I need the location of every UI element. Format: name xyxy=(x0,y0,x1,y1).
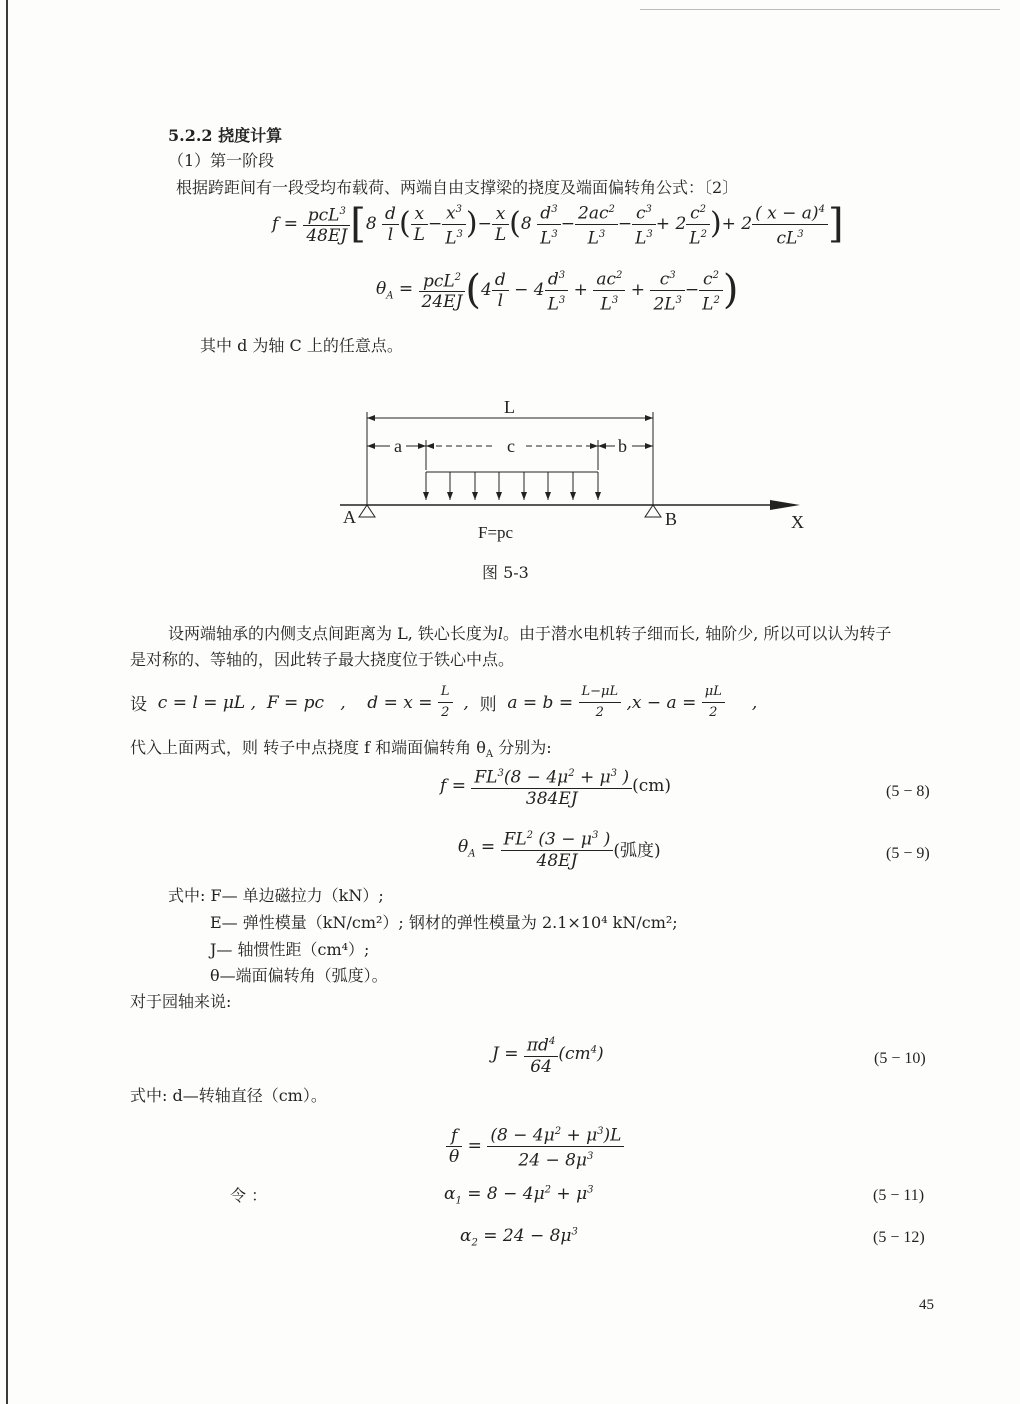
note-d: 其中 d 为轴 C 上的任意点。 xyxy=(200,336,403,355)
formula-deflection-general: f = $\frac{pcL^3}{48EJ}$ [ 8 $\frac{d}{l}$ ( $\frac{x}{L}$ − $\frac{x^3}{L^3}$ ) − $\frac{x}{L}$ ( 8 $\frac{d^3}{L^3}$ − $\frac{2ac^2}{L^3}$ − $\frac{c^3}{L^3}$ + 2 $\frac{c^2}{L^2}$ ) + 2 $\frac{( x - a)^4}{cL^3}$ ] xyxy=(272,201,844,249)
round-shaft-text: 对于园轴来说: xyxy=(130,992,232,1011)
substitute-end: 分别为: xyxy=(498,738,552,757)
section-title: 5.2.2 挠度计算 xyxy=(168,126,283,145)
label-L: L xyxy=(504,397,515,417)
substitute-line xyxy=(130,738,552,765)
para-text-b: 。由于潜水电机转子细而长, 轴阶少, 所以可以认为转子 xyxy=(503,624,892,643)
label-c: c xyxy=(507,436,515,456)
formula-5-11: $\alpha_1 = 8 - 4\mu^2 + \mu^3$ xyxy=(444,1184,594,1207)
formula-angle-general: $\theta_A$ = $\frac{pcL^2}{24EJ}$ ( 4 $\frac{d}{l}$ − 4 $\frac{d^3}{L^3}$ + $\frac{ac^2}{L^3}$ + $\frac{c^3}{2L^3}$ − $\frac{c^2}{L^2}$ ) xyxy=(376,267,739,315)
eq-number-5-9: (5 − 9) xyxy=(886,845,930,862)
beam-diagram xyxy=(330,390,810,550)
figure-caption: 图 5-3 xyxy=(482,563,529,582)
para-text-a: 设两端轴承的内侧支点间距离为 L, 铁心长度为 xyxy=(168,624,498,643)
label-A: A xyxy=(343,507,356,527)
formula-5-9: $\theta_A$ = $\frac{FL^2 (3 - \mu^3 )}{48EJ}$ (弧度) xyxy=(458,826,661,871)
then-label: 则 xyxy=(479,695,497,715)
label-a: a xyxy=(394,436,402,456)
stage-label: （1）第一阶段 xyxy=(168,151,275,170)
label-b: b xyxy=(618,436,627,456)
formula-5-12: $\alpha_2 = 24 - 8\mu^3$ xyxy=(460,1226,578,1249)
set-label: 设 xyxy=(130,695,147,715)
formula-5-8: f = $\frac{FL^3(8 - 4\mu^2 + \mu^3 )}{384EJ}$ (cm) xyxy=(440,764,671,809)
paragraph-line-2: 是对称的、等轴的，因此转子最大挠度位于铁心中点。 xyxy=(130,650,515,669)
assumption-line: 设 c = l = μL , F = pc , d = x = $\frac{L}{2}$ , 则 a = b = $\frac{L-\mu L}{2}$ ,x − a = $\frac{\mu L}{2}$ , xyxy=(130,684,758,720)
eq-number-5-11: (5 − 11) xyxy=(873,1187,925,1204)
substitute-text: 代入上面两式，则 转子中点挠度 f 和端面偏转角 θ xyxy=(130,738,486,757)
page-number: 45 xyxy=(919,1297,934,1313)
eq-number-5-10: (5 − 10) xyxy=(874,1050,926,1067)
eq-number-5-8: (5 − 8) xyxy=(886,783,930,800)
def-F: 式中: F— 单边磁拉力（kN）; xyxy=(168,886,384,905)
scan-artifact-line xyxy=(640,9,1000,10)
label-B: B xyxy=(665,509,678,529)
formula-5-10: J = $\frac{\pi d^4}{64}$ $(cm^4)$ xyxy=(492,1032,604,1077)
substitute-sub: A xyxy=(485,749,494,761)
label-X: X xyxy=(791,512,804,532)
eq-number-5-12: (5 − 12) xyxy=(873,1229,925,1246)
intro-text: 根据跨距间有一段受均布载荷、两端自由支撑梁的挠度及端面偏转角公式：〔2〕 xyxy=(176,178,739,197)
unit-cm: (cm) xyxy=(632,776,671,797)
def-E: E— 弹性模量（kN/cm²）; 钢材的弹性模量为 2.1×10⁴ kN/cm²; xyxy=(210,913,678,932)
def-theta: θ—端面偏转角（弧度）。 xyxy=(210,966,388,985)
d-definition: 式中: d—转轴直径（cm）。 xyxy=(130,1086,327,1105)
label-load: F=pc xyxy=(478,523,514,542)
paragraph-line-1 xyxy=(168,624,891,644)
formula-ratio: $\frac{f}{\theta}$ = $\frac{(8 - 4\mu^2 + \mu^3)L}{24 - 8\mu^3}$ xyxy=(446,1122,624,1170)
let-label: 令 ： xyxy=(230,1186,268,1205)
para-l-symbol: l xyxy=(497,624,504,643)
scan-edge xyxy=(6,0,8,1404)
def-J: J— 轴惯性距（cm⁴）; xyxy=(210,940,370,959)
unit-rad: (弧度) xyxy=(613,840,661,861)
